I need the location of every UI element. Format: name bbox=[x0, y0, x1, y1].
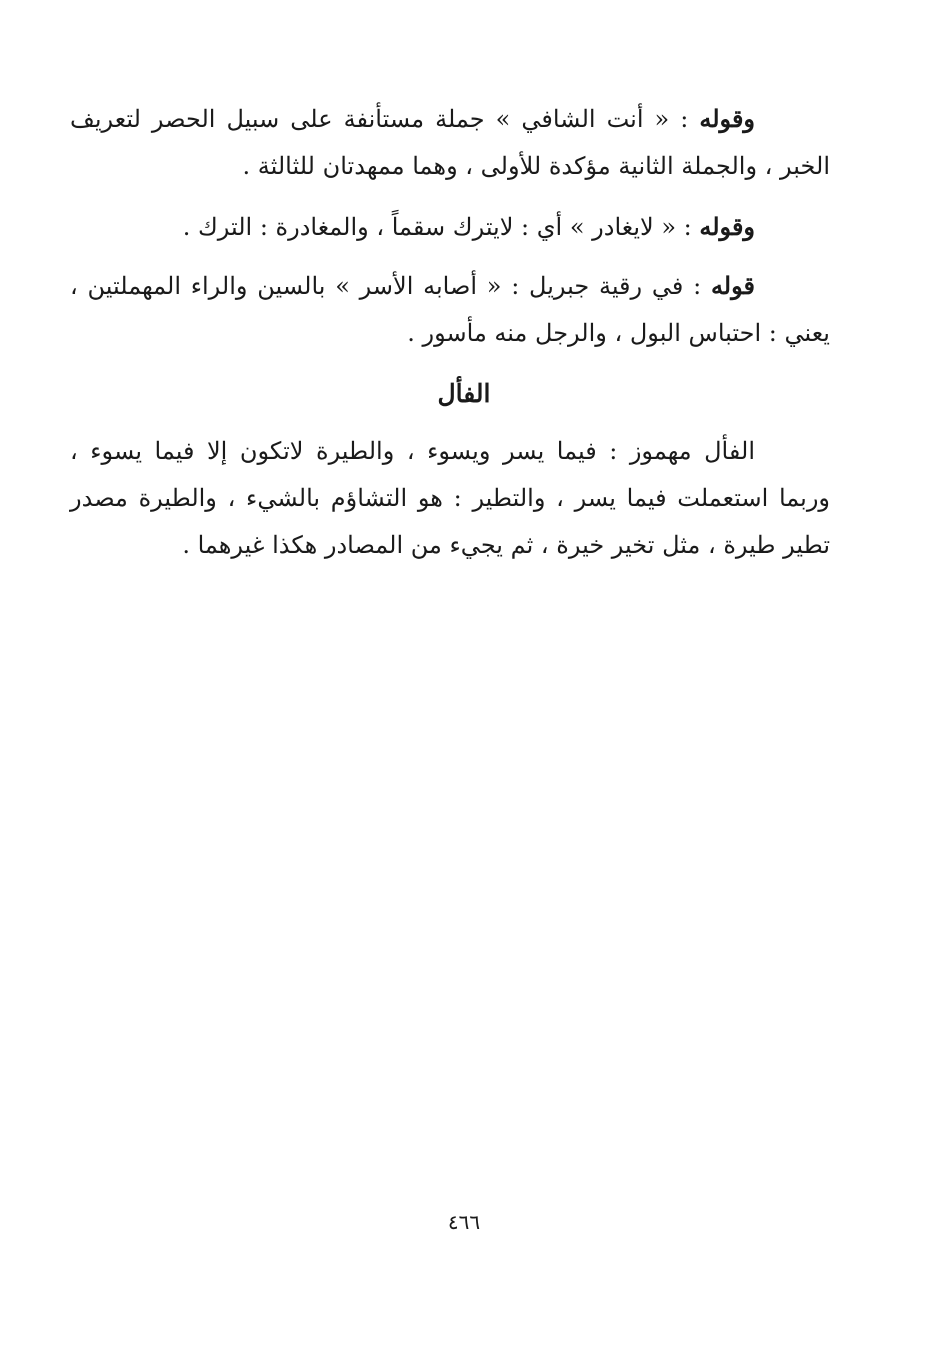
paragraph-lead-word: وقوله bbox=[699, 104, 755, 133]
paragraph-text bbox=[70, 203, 830, 251]
paragraph-ruqyat-jibril bbox=[70, 262, 830, 357]
paragraph-anta-al-shafi bbox=[70, 95, 830, 190]
paragraph-text bbox=[70, 95, 830, 190]
paragraph-la-yughadir bbox=[70, 203, 830, 251]
page-number: ٤٦٦ bbox=[447, 1210, 481, 1234]
section-heading: الفأل bbox=[437, 379, 491, 408]
paragraph-body: : في رقية جبريل : « أصابه الأسر » بالسين والراء المهملتين ، يعني : احتباس البول ، والرجل منه مأسور . bbox=[70, 272, 830, 347]
section-paragraph bbox=[70, 428, 830, 569]
paragraph-lead-word: قوله bbox=[710, 271, 755, 300]
paragraph-lead-word: وقوله bbox=[699, 212, 755, 241]
paragraph-text bbox=[70, 262, 830, 357]
section-body: الفأل مهموز : فيما يسر ويسوء ، والطيرة لاتكون إلا فيما يسوء ، وربما استعملت فيما يسر ، والتطير : هو التشاؤم بالشيء ، والطيرة مصدر تطير طيرة ، مثل تخير خيرة ، ثم يجيء من المصادر هكذا غيرهما . bbox=[70, 437, 830, 559]
paragraph-body: : « لايغادر » أي : لايترك سقماً ، والمغادرة : الترك . bbox=[182, 213, 700, 241]
paragraph-body: : « أنت الشافي » جملة مستأنفة على سبيل الحصر لتعريف الخبر ، والجملة الثانية مؤكدة للأولى ، وهما ممهدتان للثالثة . bbox=[70, 105, 830, 180]
